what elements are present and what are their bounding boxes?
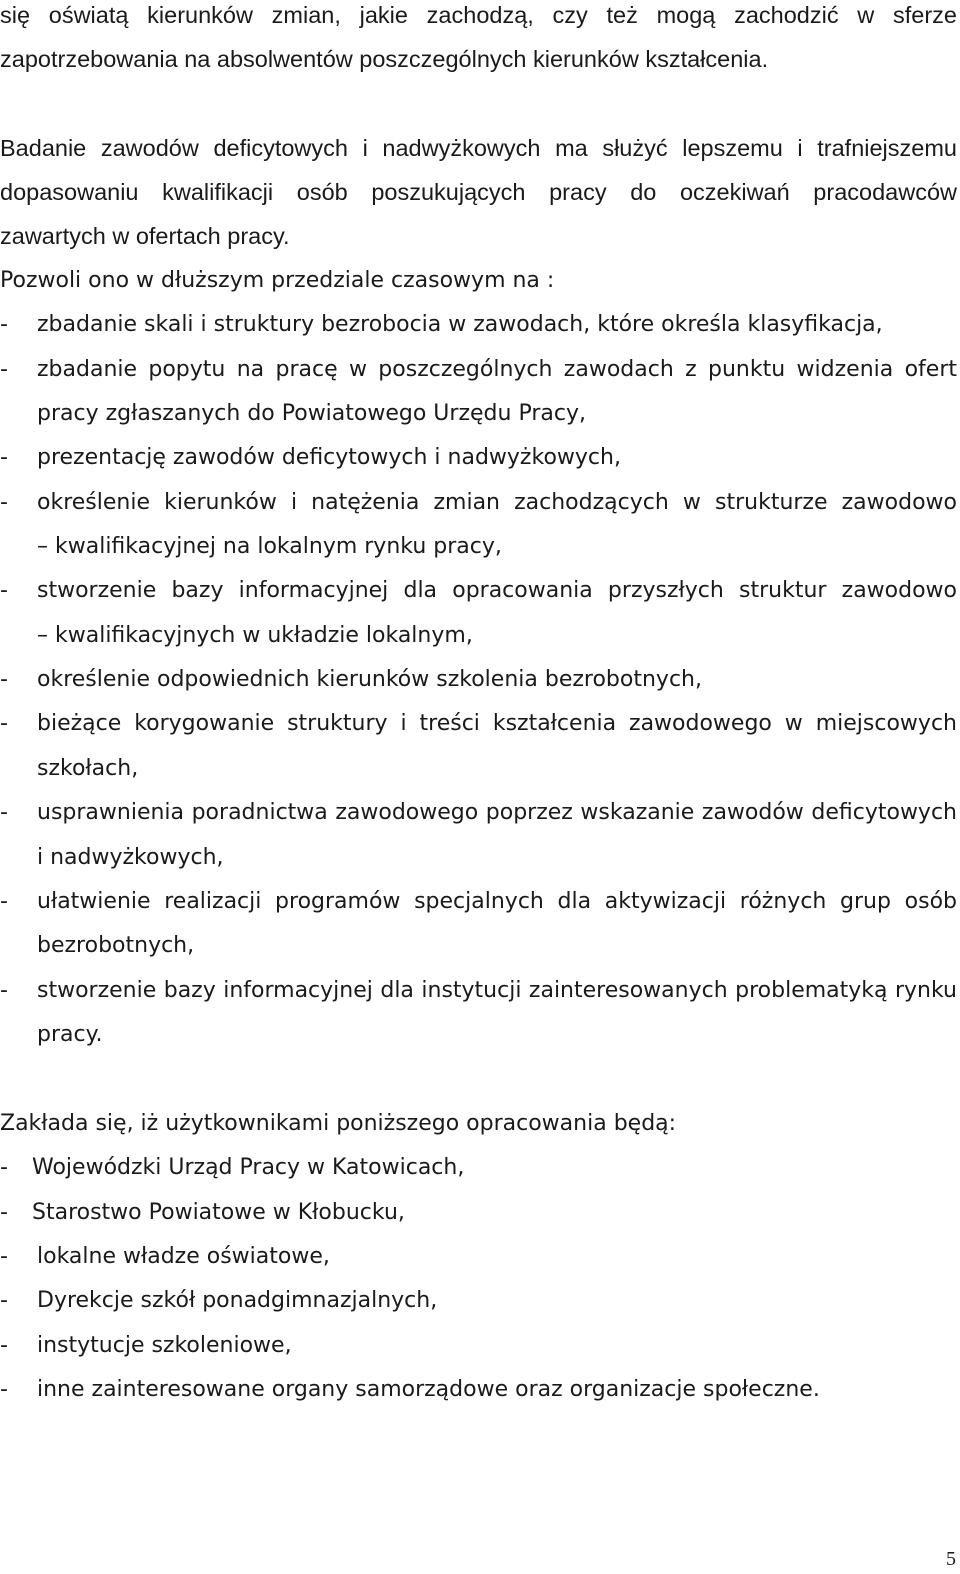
list-item-text: bieżące korygowanie struktury i treści kształcenia zawodowego w miejscowych bbox=[37, 711, 957, 736]
list-item-continuation: pracy. bbox=[37, 1022, 103, 1047]
list-item-text: określenie kierunków i natężenia zmian zachodzących w strukturze zawodowo bbox=[37, 490, 957, 515]
users-intro: Zakłada się, iż użytkownikami poniższego opracowania będą: bbox=[0, 1111, 677, 1136]
list-dash: - bbox=[0, 1333, 8, 1358]
list-item-text: ułatwienie realizacji programów specjalnych dla aktywizacji różnych grup osób bbox=[37, 889, 957, 914]
list-item-text: stworzenie bazy informacyjnej dla instytucji zainteresowanych problematyką rynku bbox=[37, 978, 957, 1003]
list-item-text: instytucje szkoleniowe, bbox=[37, 1333, 292, 1358]
list-item bbox=[0, 1375, 957, 1405]
paragraph-2-line-3: zawartych w ofertach pracy. bbox=[0, 223, 290, 249]
paragraph-2-line-1: Badanie zawodów deficytowych i nadwyżkowych ma służyć lepszemu i trafniejszemu bbox=[0, 135, 957, 161]
list-item-text: Dyrekcje szkół ponadgimnazjalnych, bbox=[37, 1288, 438, 1313]
list-dash: - bbox=[0, 1288, 8, 1313]
list-dash: - bbox=[0, 889, 8, 914]
list-item bbox=[0, 1198, 957, 1228]
paragraph-2-line-2: dopasowaniu kwalifikacji osób poszukujących pracy do oczekiwań pracodawców bbox=[0, 179, 957, 205]
list-dash: - bbox=[0, 1200, 8, 1225]
list-dash: - bbox=[0, 490, 8, 515]
list-item-continuation: pracy zgłaszanych do Powiatowego Urzędu Pracy, bbox=[37, 401, 586, 426]
list-item bbox=[0, 1153, 957, 1183]
list-item bbox=[0, 887, 957, 917]
list-dash: - bbox=[0, 1155, 8, 1180]
list-item bbox=[0, 443, 957, 473]
list-item-continuation: szkołach, bbox=[37, 756, 139, 781]
list-dash: - bbox=[0, 711, 8, 736]
list-dash: - bbox=[0, 800, 8, 825]
list-item bbox=[0, 709, 957, 739]
list-item-text: inne zainteresowane organy samorządowe oraz organizacje społeczne. bbox=[37, 1377, 820, 1402]
list-dash: - bbox=[0, 578, 8, 603]
list-item-continuation: – kwalifikacyjnych w układzie lokalnym, bbox=[37, 623, 473, 648]
list-dash: - bbox=[0, 357, 8, 382]
list-item-text: zbadanie popytu na pracę w poszczególnych zawodach z punktu widzenia ofert bbox=[37, 357, 957, 382]
list-dash: - bbox=[0, 312, 8, 337]
list-item bbox=[0, 1331, 957, 1361]
page-number: 5 bbox=[946, 1548, 956, 1570]
list-dash: - bbox=[0, 667, 8, 692]
list-item bbox=[0, 665, 957, 695]
list-item bbox=[0, 310, 957, 340]
list-dash: - bbox=[0, 1377, 8, 1402]
list-item bbox=[0, 488, 957, 518]
list-dash: - bbox=[0, 445, 8, 470]
list-item-continuation: bezrobotnych, bbox=[37, 933, 195, 958]
list-item-text: stworzenie bazy informacyjnej dla opracowania przyszłych struktur zawodowo bbox=[37, 578, 957, 603]
list-item-text: prezentację zawodów deficytowych i nadwyżkowych, bbox=[37, 445, 621, 470]
list-item-continuation: – kwalifikacyjnej na lokalnym rynku pracy, bbox=[37, 534, 502, 559]
list-item bbox=[0, 1286, 957, 1316]
goals-intro: Pozwoli ono w dłuższym przedziale czasowym na : bbox=[0, 268, 555, 293]
list-dash: - bbox=[0, 978, 8, 1003]
list-item-text: zbadanie skali i struktury bezrobocia w zawodach, które określa klasyfikacja, bbox=[37, 312, 883, 337]
list-item-text: Wojewódzki Urząd Pracy w Katowicach, bbox=[32, 1155, 465, 1180]
list-item-text: usprawnienia poradnictwa zawodowego poprzez wskazanie zawodów deficytowych bbox=[37, 800, 957, 825]
list-item bbox=[0, 976, 957, 1006]
list-item bbox=[0, 1242, 957, 1272]
list-item-text: lokalne władze oświatowe, bbox=[37, 1244, 330, 1269]
list-dash: - bbox=[0, 1244, 8, 1269]
list-item bbox=[0, 576, 957, 606]
paragraph-1-line-2: zapotrzebowania na absolwentów poszczególnych kierunków kształcenia. bbox=[0, 46, 769, 72]
list-item bbox=[0, 798, 957, 828]
list-item-text: Starostwo Powiatowe w Kłobucku, bbox=[32, 1200, 405, 1225]
list-item-continuation: i nadwyżkowych, bbox=[37, 845, 224, 870]
list-item bbox=[0, 355, 957, 385]
paragraph-1-line-1: się oświatą kierunków zmian, jakie zachodzą, czy też mogą zachodzić w sferze bbox=[0, 2, 957, 28]
list-item-text: określenie odpowiednich kierunków szkolenia bezrobotnych, bbox=[37, 667, 702, 692]
